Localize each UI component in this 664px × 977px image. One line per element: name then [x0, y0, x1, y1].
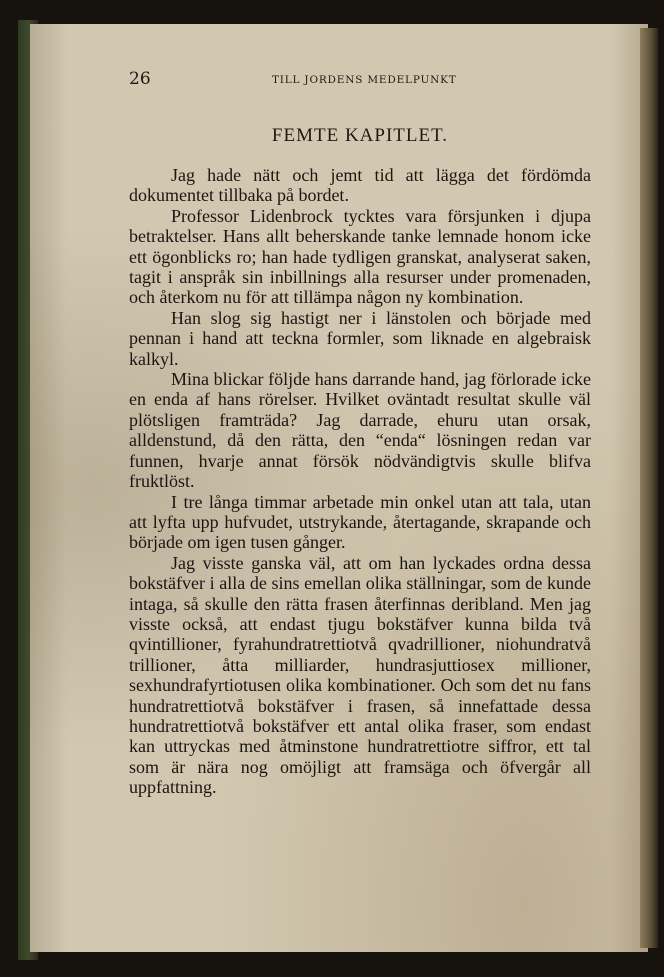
paragraph: Professor Lidenbrock tycktes vara försjunken i djupa betraktelser. Hans allt beherskande tanke lemnade honom icke ett ögonblicks ro; han hade tydligen granskat, analyserat saken, tagit i anspråk sin inbillnings alla resurser under promenaden, och återkom nu för att tillämpa någon ny kombination.	[129, 205, 591, 308]
paragraph: Mina blickar följde hans darrande hand, jag förlorade icke en enda af hans rörelser. Hvilket oväntadt resultat skulle väl plötsligen framträda? Jag darrade, ehuru utan orsak, alldenstund, då den rätta, den “enda“ lösningen redan var funnen, hvarje annat försök nödvändigtvis skulle blifva fruktlöst.	[129, 369, 591, 492]
paragraph: Han slog sig hastigt ner i länstolen och började med pennan i hand att teckna formler, som liknade en algebraisk kalkyl.	[129, 307, 591, 369]
running-header	[129, 71, 591, 93]
running-title: TILL JORDENS MEDELPUNKT	[272, 74, 457, 86]
paragraph: Jag visste ganska väl, att om han lyckades ordna dessa bokstäfver i alla de sins emellan olika ställningar, som de kunde intaga, så skulle den rätta frasen återfinnas deribland. Men jag visste också, att endast tjugu bokstäfver kunna bilda två qvintillioner, fyrahundratrettiotvå qvadrillioner, niohundratvå trillioner, åtta milliarder, hundrasjuttiosex millioner, sexhundrafyrtiotusen olika kombinationer. Och som det nu fans hundratrettiotvå bokstäfver i frasen, så innefattade dessa hundratrettiotvå bokstäfver ett antal olika fraser, som endast kan uttryckas med åtminstone hundratrettiotre siffror, ett tal som är nära nog omöjligt att framsäga och öfvergår all uppfattning.	[129, 552, 591, 798]
page-stack-edge	[640, 28, 658, 948]
chapter-title: FEMTE KAPITLET.	[271, 125, 449, 146]
body-text	[129, 165, 591, 798]
page-number: 26	[129, 69, 151, 89]
paragraph: I tre långa timmar arbetade min onkel utan att tala, utan att lyfta upp hufvudet, utstrykande, återtagande, skrapande och började om igen tusen gånger.	[129, 491, 591, 553]
paragraph: Jag hade nätt och jemt tid att lägga det fördömda dokumentet tillbaka på bordet.	[129, 165, 591, 206]
